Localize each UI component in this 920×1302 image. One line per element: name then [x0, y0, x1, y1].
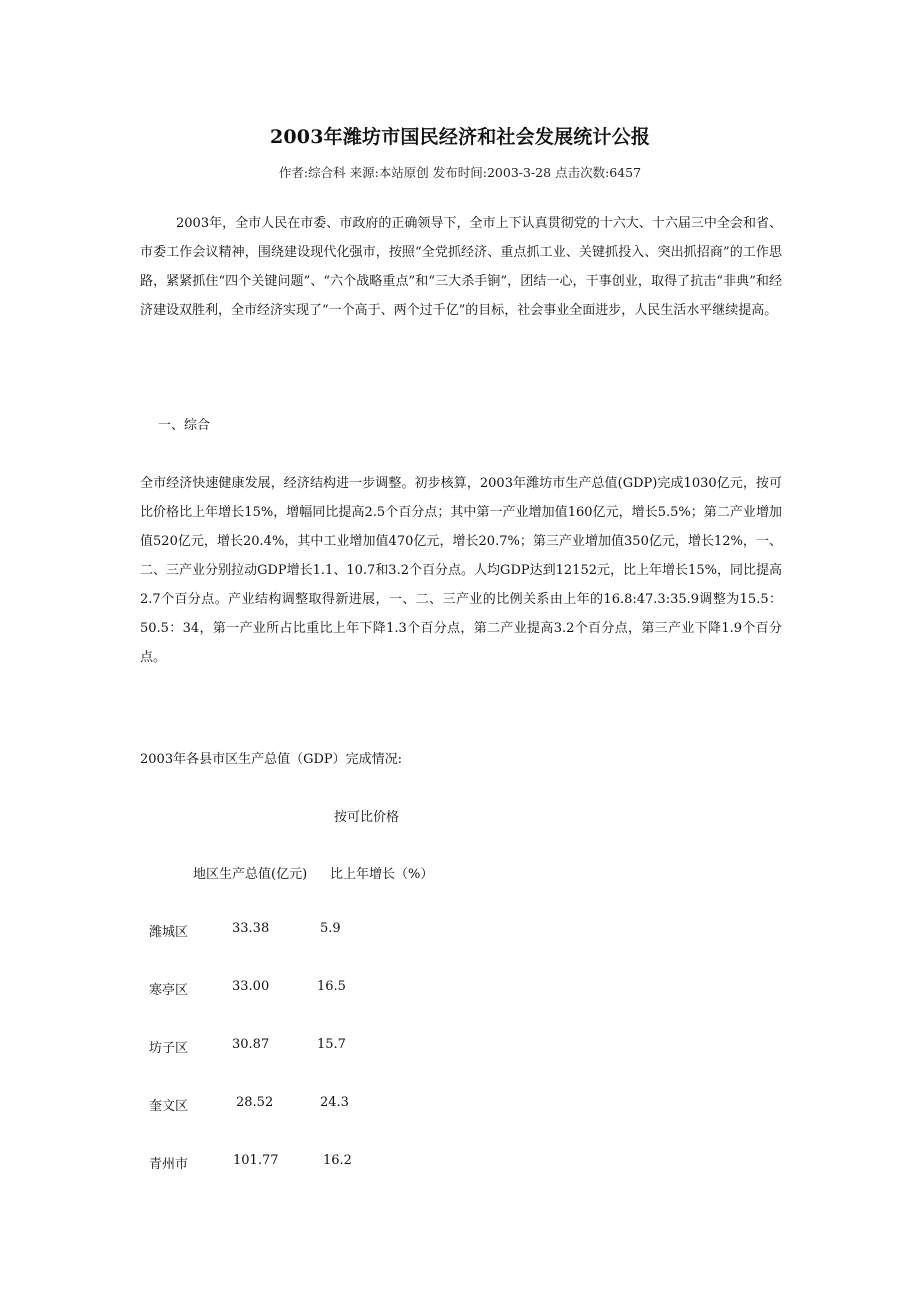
table-cell-gdp: 33.38: [232, 921, 270, 936]
summary-paragraph: 全市经济快速健康发展，经济结构进一步调整。初步核算，2003年潍坊市生产总值(GDP)完成1030亿元，按可比价格比上年增长15%，增幅同比提高2.5个百分点；其中第一产业增加值160亿元，增长5.5%；第二产业增加值520亿元，增长20.4%，其中工业增加值470亿元，增长20.7%；第三产业增加值350亿元，增长12%，一、二、三产业分别拉动GDP增长1.1、10.7和3.2个百分点。人均GDP达到12152元，比上年增长15%，同比提高2.7个百分点。产业结构调整取得新进展，一、二、三产业的比例关系由上年的16.8:47.3:35.9调整为15.5：50.5：34，第一产业所占比重比上年下降1.3个百分点，第二产业提高3.2个百分点，第三产业下降1.9个百分点。: [140, 476, 782, 665]
table-cell-region: 坊子区: [149, 1041, 189, 1056]
table-header-gdp: 地区生产总值(亿元): [193, 867, 308, 882]
table-cell-growth: 15.7: [317, 1037, 346, 1052]
table-cell-growth: 24.3: [320, 1095, 349, 1110]
table-cell-region: 潍城区: [149, 925, 189, 940]
table-cell-gdp: 33.00: [232, 979, 270, 994]
section-heading: 一、综合: [158, 418, 211, 433]
table-header-growth: 比上年增长（%）: [330, 867, 434, 882]
intro-paragraph: 2003年，全市人民在市委、市政府的正确领导下，全市上下认真贯彻党的十六大、十六届三中全会和省、市委工作会议精神，围绕建设现代化强市，按照“全党抓经济、重点抓工业、关键抓投入、突出抓招商”的工作思路，紧紧抓住“四个关键问题”、“六个战略重点”和“三大杀手锏”，团结一心，干事创业，取得了抗击“非典”和经济建设双胜利，全市经济实现了“一个高于、两个过千亿”的目标，社会事业全面进步，人民生活水平继续提高。: [140, 216, 782, 318]
table-cell-growth: 5.9: [320, 921, 341, 936]
table-cell-region: 奎文区: [149, 1099, 189, 1114]
table-cell-region: 寒亭区: [149, 983, 189, 998]
table-cell-growth: 16.2: [323, 1153, 352, 1168]
table-cell-gdp: 30.87: [232, 1037, 270, 1052]
page-title: 2003年潍坊市国民经济和社会发展统计公报: [269, 126, 651, 148]
table-intro: 2003年各县市区生产总值（GDP）完成情况:: [140, 752, 403, 767]
table-cell-gdp: 28.52: [236, 1095, 274, 1110]
article-meta: 作者:综合科 来源:本站原创 发布时间:2003-3-28 点击次数:6457: [278, 165, 642, 180]
table-caption: 按可比价格: [334, 810, 400, 825]
table-cell-growth: 16.5: [317, 979, 346, 994]
table-cell-region: 青州市: [149, 1157, 189, 1172]
table-cell-gdp: 101.77: [233, 1153, 279, 1168]
